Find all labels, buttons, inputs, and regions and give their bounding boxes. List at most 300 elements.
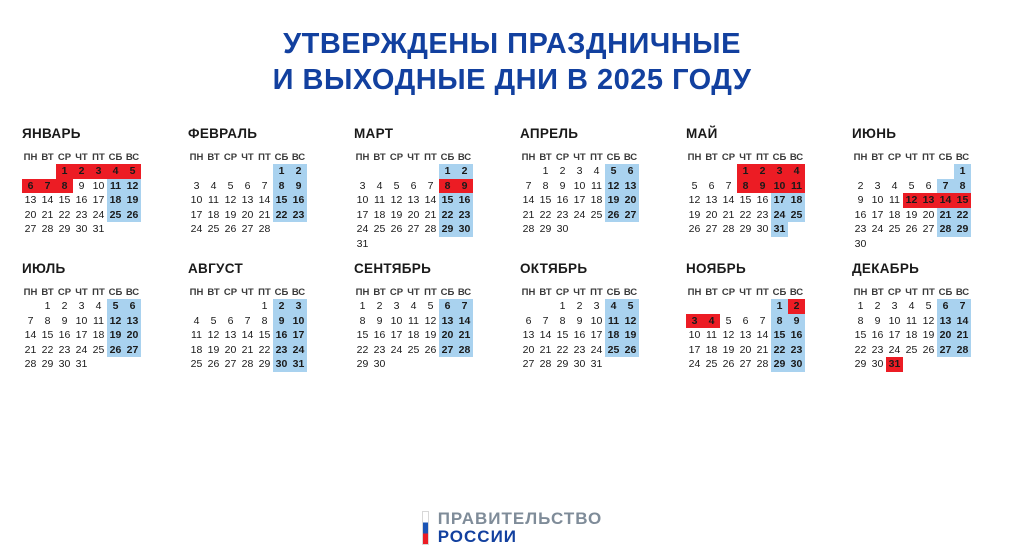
day-cell-weekend: 15	[439, 193, 456, 208]
day-cell-weekend: 9	[290, 179, 307, 194]
day-cell-weekend: 12	[107, 314, 124, 329]
month-table	[354, 285, 473, 372]
day-cell: 6	[925, 179, 932, 192]
week-row	[520, 328, 639, 343]
day-cell: 10	[688, 329, 701, 342]
day-cell: 5	[427, 300, 434, 313]
day-cell: 13	[224, 329, 237, 342]
day-cell: 5	[210, 314, 217, 327]
day-cell: 1	[559, 300, 566, 313]
day-cell: 1	[857, 300, 864, 313]
day-cell: 14	[424, 194, 437, 207]
day-cell-weekend: 23	[788, 343, 805, 358]
day-cell-empty	[537, 299, 554, 314]
day-cell-empty	[273, 222, 290, 237]
day-cell: 9	[61, 314, 68, 327]
day-cell: 18	[207, 208, 220, 221]
day-cell: 17	[871, 208, 884, 221]
day-cell: 11	[591, 179, 602, 192]
week-row	[520, 314, 639, 329]
month-table	[188, 285, 307, 372]
day-cell-holiday: 4	[703, 314, 720, 329]
day-cell-weekend: 12	[124, 179, 141, 194]
day-cell: 21	[41, 208, 54, 221]
day-cell: 25	[590, 208, 603, 221]
day-cell-empty	[124, 357, 141, 372]
day-cell: 9	[576, 314, 583, 327]
day-cell-holiday: 1	[737, 164, 754, 179]
day-cell: 16	[854, 208, 867, 221]
day-cell: 5	[908, 179, 915, 192]
day-cell: 19	[722, 343, 735, 356]
day-cell: 31	[590, 358, 603, 371]
day-cell: 15	[356, 329, 369, 342]
week-row	[354, 299, 473, 314]
day-cell: 25	[190, 358, 203, 371]
day-cell-weekend: 29	[771, 357, 788, 372]
weekday-header: СБ	[606, 151, 621, 163]
weekday-header-row	[354, 285, 473, 299]
day-cell-empty	[954, 357, 971, 372]
logo-line-2: РОССИИ	[437, 527, 518, 547]
month-block	[180, 261, 346, 372]
day-cell: 14	[258, 194, 271, 207]
week-row	[22, 222, 141, 237]
day-cell: 26	[390, 223, 403, 236]
government-logo	[422, 510, 603, 546]
day-cell: 11	[191, 329, 202, 342]
day-cell: 21	[722, 208, 735, 221]
weekday-header-row	[354, 150, 473, 164]
weekday-header-row	[686, 150, 805, 164]
week-row	[520, 222, 639, 237]
day-cell: 15	[258, 329, 271, 342]
day-cell-empty	[937, 164, 954, 179]
day-cell-empty	[937, 237, 954, 252]
day-cell: 14	[522, 194, 535, 207]
weekday-header: СБ	[938, 286, 953, 298]
week-row	[354, 237, 473, 252]
day-cell-empty	[107, 222, 124, 237]
day-cell: 5	[691, 179, 698, 192]
week-row	[852, 179, 971, 194]
day-cell: 14	[41, 194, 54, 207]
weekday-header-row	[852, 150, 971, 164]
day-cell: 4	[376, 179, 383, 192]
week-row	[520, 179, 639, 194]
day-cell-holiday: 10	[771, 179, 788, 194]
day-cell-weekend: 6	[124, 299, 141, 314]
day-cell: 28	[241, 358, 254, 371]
day-cell-weekend: 16	[273, 328, 290, 343]
weekday-header: ПН	[189, 286, 204, 298]
day-cell: 23	[556, 208, 569, 221]
day-cell-weekend: 20	[439, 328, 456, 343]
month-name: МАРТ	[354, 126, 394, 141]
weekday-header: ПН	[355, 151, 370, 163]
day-cell: 21	[24, 343, 37, 356]
day-cell: 6	[227, 314, 234, 327]
day-cell-weekend: 5	[107, 299, 124, 314]
day-cell: 23	[573, 343, 586, 356]
day-cell-weekend: 8	[273, 179, 290, 194]
weekday-header: ЧТ	[407, 151, 420, 163]
day-cell-empty	[869, 164, 886, 179]
day-cell: 12	[722, 329, 735, 342]
day-cell: 19	[207, 343, 220, 356]
day-cell: 7	[525, 179, 532, 192]
week-row	[22, 314, 141, 329]
day-cell: 18	[190, 343, 203, 356]
week-row	[22, 343, 141, 358]
weekday-header: СБ	[440, 151, 455, 163]
weekday-header: ВС	[789, 151, 804, 163]
day-cell: 3	[78, 300, 85, 313]
day-cell: 22	[739, 208, 752, 221]
week-row	[852, 164, 971, 179]
day-cell: 9	[857, 194, 864, 207]
day-cell-weekend: 15	[771, 328, 788, 343]
day-cell: 17	[190, 208, 203, 221]
day-cell: 26	[207, 358, 220, 371]
day-cell: 17	[92, 194, 105, 207]
month-block	[14, 261, 180, 372]
day-cell-empty	[520, 164, 537, 179]
month-name: СЕНТЯБРЬ	[354, 261, 432, 276]
week-row	[188, 164, 307, 179]
weekday-header: ВТ	[871, 286, 884, 298]
day-cell-empty	[388, 357, 405, 372]
weekday-header: ВС	[457, 151, 472, 163]
day-cell-weekend: 26	[107, 343, 124, 358]
week-row	[188, 328, 307, 343]
day-cell: 10	[356, 194, 369, 207]
day-cell-weekend: 2	[273, 299, 290, 314]
month-table	[686, 150, 805, 237]
day-cell: 2	[857, 179, 864, 192]
weekday-header: ВТ	[41, 286, 54, 298]
weekday-header: ПН	[687, 151, 702, 163]
weekday-header: ПТ	[258, 151, 271, 163]
day-cell: 11	[93, 314, 104, 327]
day-cell: 26	[922, 343, 935, 356]
day-cell-weekend: 26	[124, 208, 141, 223]
day-cell-holiday: 7	[39, 179, 56, 194]
day-cell-weekend: 22	[273, 208, 290, 223]
weekday-header: СБ	[440, 286, 455, 298]
weekday-header: СР	[555, 286, 570, 298]
day-cell-weekend: 25	[788, 208, 805, 223]
weekday-header: ВТ	[373, 151, 386, 163]
day-cell: 25	[373, 223, 386, 236]
day-cell-weekend: 24	[771, 208, 788, 223]
week-row	[686, 328, 805, 343]
day-cell-empty	[256, 164, 273, 179]
day-cell-empty	[107, 357, 124, 372]
day-cell: 23	[756, 208, 769, 221]
day-cell-empty	[90, 357, 107, 372]
day-cell: 17	[573, 194, 586, 207]
week-row	[22, 208, 141, 223]
day-cell-empty	[520, 299, 537, 314]
day-cell: 13	[24, 194, 37, 207]
day-cell: 3	[593, 300, 600, 313]
day-cell-weekend: 24	[290, 343, 307, 358]
weekday-header: СБ	[606, 286, 621, 298]
month-table	[520, 150, 639, 237]
day-cell: 15	[556, 329, 569, 342]
week-row	[188, 179, 307, 194]
day-cell-weekend: 13	[439, 314, 456, 329]
day-cell: 22	[58, 208, 71, 221]
week-row	[188, 314, 307, 329]
day-cell-weekend: 14	[954, 314, 971, 329]
day-cell: 16	[556, 194, 569, 207]
month-table	[354, 150, 473, 251]
day-cell: 21	[241, 343, 254, 356]
day-cell: 8	[261, 314, 268, 327]
day-cell-empty	[920, 164, 937, 179]
day-cell-weekend: 20	[124, 328, 141, 343]
week-row	[686, 179, 805, 194]
day-cell: 31	[356, 237, 369, 250]
week-row	[686, 222, 805, 237]
weekday-header: СБ	[108, 151, 123, 163]
week-row	[520, 357, 639, 372]
day-cell: 23	[871, 343, 884, 356]
day-cell-empty	[737, 299, 754, 314]
week-row	[354, 179, 473, 194]
day-cell: 12	[207, 329, 220, 342]
day-cell: 4	[593, 165, 600, 178]
day-cell-holiday: 3	[686, 314, 703, 329]
day-cell-holiday: 9	[456, 179, 473, 194]
month-name: ДЕКАБРЬ	[852, 261, 920, 276]
weekday-header: ПТ	[258, 286, 271, 298]
weekday-header: ВС	[955, 286, 970, 298]
day-cell-holiday: 8	[56, 179, 73, 194]
day-cell-weekend: 28	[954, 343, 971, 358]
day-cell: 20	[705, 208, 718, 221]
day-cell-empty	[422, 164, 439, 179]
day-cell: 4	[95, 300, 102, 313]
day-cell: 15	[854, 329, 867, 342]
weekday-header: ВС	[125, 286, 140, 298]
day-cell-empty	[754, 299, 771, 314]
weekday-header: СР	[721, 151, 736, 163]
day-cell: 11	[889, 194, 900, 207]
weekday-header: ВТ	[539, 151, 552, 163]
day-cell-weekend: 19	[605, 193, 622, 208]
day-cell-empty	[886, 164, 903, 179]
week-row	[22, 357, 141, 372]
day-cell: 8	[857, 314, 864, 327]
day-cell: 16	[756, 194, 769, 207]
weekday-header: СР	[555, 151, 570, 163]
day-cell-empty	[422, 357, 439, 372]
day-cell: 16	[373, 329, 386, 342]
day-cell: 24	[871, 223, 884, 236]
month-block	[180, 126, 346, 251]
weekday-header: ВС	[291, 151, 306, 163]
day-cell-empty	[920, 237, 937, 252]
weekday-header: СР	[887, 151, 902, 163]
day-cell-weekend: 13	[622, 179, 639, 194]
day-cell: 30	[756, 223, 769, 236]
day-cell: 12	[224, 194, 237, 207]
day-cell: 17	[390, 329, 403, 342]
day-cell-weekend: 10	[290, 314, 307, 329]
day-cell: 14	[756, 329, 769, 342]
day-cell: 8	[542, 179, 549, 192]
day-cell-empty	[239, 299, 256, 314]
week-row	[188, 343, 307, 358]
month-block	[512, 261, 678, 372]
day-cell-empty	[371, 164, 388, 179]
weekday-header: ЧТ	[739, 286, 752, 298]
month-block	[346, 261, 512, 372]
day-cell-weekend: 23	[456, 208, 473, 223]
week-row	[852, 299, 971, 314]
day-cell-empty	[371, 237, 388, 252]
day-cell-empty	[222, 164, 239, 179]
month-name: ИЮЛЬ	[22, 261, 66, 276]
weekday-header: ВС	[291, 286, 306, 298]
day-cell: 29	[539, 223, 552, 236]
week-row	[686, 314, 805, 329]
day-cell-empty	[703, 164, 720, 179]
day-cell: 3	[359, 179, 366, 192]
day-cell-weekend: 21	[954, 328, 971, 343]
day-cell-weekend: 6	[622, 164, 639, 179]
day-cell-empty	[22, 164, 39, 179]
day-cell: 24	[356, 223, 369, 236]
day-cell: 23	[58, 343, 71, 356]
day-cell-weekend: 2	[456, 164, 473, 179]
day-cell-weekend: 30	[273, 357, 290, 372]
weekday-header: ПН	[687, 286, 702, 298]
day-cell: 20	[224, 343, 237, 356]
day-cell: 20	[241, 208, 254, 221]
month-table	[852, 150, 971, 251]
day-cell-weekend: 6	[439, 299, 456, 314]
week-row	[354, 208, 473, 223]
weekday-header: ПТ	[922, 151, 935, 163]
day-cell: 6	[525, 314, 532, 327]
day-cell: 21	[424, 208, 437, 221]
day-cell: 23	[75, 208, 88, 221]
day-cell: 3	[576, 165, 583, 178]
day-cell-weekend: 17	[290, 328, 307, 343]
day-cell: 26	[224, 223, 237, 236]
day-cell-holiday: 2	[73, 164, 90, 179]
week-row	[520, 164, 639, 179]
day-cell-empty	[588, 222, 605, 237]
weekday-header-row	[22, 150, 141, 164]
day-cell: 31	[92, 223, 105, 236]
week-row	[22, 193, 141, 208]
day-cell: 16	[573, 329, 586, 342]
day-cell: 24	[688, 358, 701, 371]
day-cell-weekend: 17	[771, 193, 788, 208]
day-cell: 25	[905, 343, 918, 356]
week-row	[354, 314, 473, 329]
day-cell-weekend: 27	[937, 343, 954, 358]
week-row	[22, 328, 141, 343]
day-cell: 13	[522, 329, 535, 342]
day-cell-weekend: 21	[937, 208, 954, 223]
weekday-header: ПН	[23, 151, 38, 163]
weekday-header-row	[188, 150, 307, 164]
day-cell: 5	[393, 179, 400, 192]
day-cell-empty	[422, 237, 439, 252]
day-cell-empty	[703, 299, 720, 314]
day-cell: 11	[706, 329, 717, 342]
day-cell-empty	[439, 357, 456, 372]
day-cell: 6	[410, 179, 417, 192]
day-cell: 16	[58, 329, 71, 342]
weekday-header: СР	[57, 151, 72, 163]
day-cell: 25	[92, 343, 105, 356]
day-cell: 3	[874, 179, 881, 192]
weekday-header: ВТ	[207, 151, 220, 163]
week-row	[686, 357, 805, 372]
day-cell: 7	[244, 314, 251, 327]
week-row	[188, 193, 307, 208]
day-cell: 27	[224, 358, 237, 371]
day-cell: 28	[539, 358, 552, 371]
week-row	[188, 222, 307, 237]
month-block	[678, 261, 844, 372]
month-name: АВГУСТ	[188, 261, 244, 276]
day-cell: 21	[522, 208, 535, 221]
day-cell: 19	[688, 208, 701, 221]
day-cell: 19	[390, 208, 403, 221]
day-cell: 25	[888, 223, 901, 236]
month-table	[520, 285, 639, 372]
day-cell-empty	[622, 222, 639, 237]
weekday-header-row	[188, 285, 307, 299]
week-row	[22, 179, 141, 194]
day-cell-weekend: 27	[439, 343, 456, 358]
day-cell-holiday: 4	[788, 164, 805, 179]
day-cell: 23	[373, 343, 386, 356]
day-cell-weekend: 6	[937, 299, 954, 314]
day-cell: 14	[722, 194, 735, 207]
day-cell: 12	[424, 314, 437, 327]
week-row	[354, 328, 473, 343]
day-cell-empty	[439, 237, 456, 252]
day-cell-holiday: 5	[124, 164, 141, 179]
weekday-header: ПН	[853, 151, 868, 163]
day-cell-holiday: 9	[754, 179, 771, 194]
day-cell: 18	[373, 208, 386, 221]
day-cell: 4	[891, 179, 898, 192]
weekday-header: ВТ	[539, 286, 552, 298]
day-cell-weekend: 14	[456, 314, 473, 329]
day-cell-holiday: 12	[903, 193, 920, 208]
day-cell-weekend: 1	[273, 164, 290, 179]
day-cell: 14	[241, 329, 254, 342]
day-cell-holiday: 13	[920, 193, 937, 208]
day-cell-empty	[405, 164, 422, 179]
day-cell: 24	[888, 343, 901, 356]
day-cell: 7	[27, 314, 34, 327]
day-cell-weekend: 2	[290, 164, 307, 179]
month-block	[844, 261, 1010, 372]
week-row	[354, 357, 473, 372]
day-cell: 16	[871, 329, 884, 342]
